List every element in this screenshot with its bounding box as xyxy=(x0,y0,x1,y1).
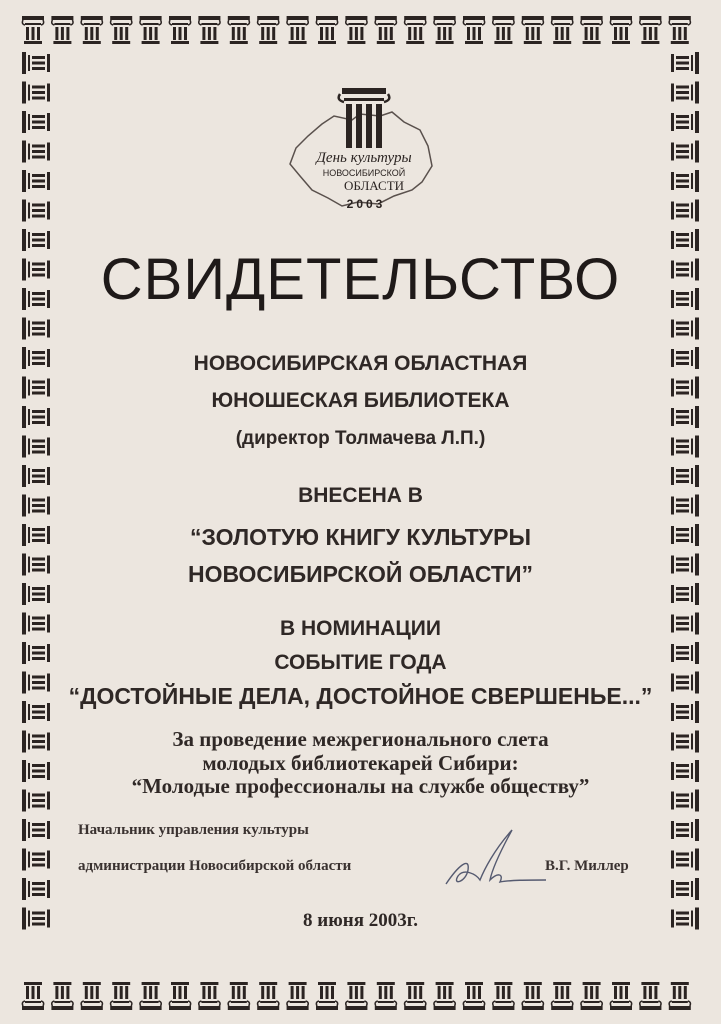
golden-book-line1: “ЗОЛОТУЮ КНИГУ КУЛЬТУРЫ xyxy=(190,524,531,550)
column-ornament-icon xyxy=(671,849,699,871)
column-ornament-icon xyxy=(22,170,50,192)
column-ornament-icon xyxy=(140,982,162,1010)
column-ornament-icon xyxy=(463,16,485,44)
reason-line1: За проведение межрегионального слета xyxy=(172,727,549,751)
column-ornament-icon xyxy=(581,982,603,1010)
column-ornament-icon xyxy=(228,16,250,44)
director-line: (директор Толмачева Л.П.) xyxy=(235,428,486,449)
column-ornament-icon xyxy=(671,52,699,74)
column-ornament-icon xyxy=(434,16,456,44)
logo-line3: ОБЛАСТИ xyxy=(343,178,405,193)
column-ornament-icon xyxy=(639,982,661,1010)
column-ornament-icon xyxy=(492,982,514,1010)
column-ornament-icon xyxy=(434,982,456,1010)
org-name-line1: НОВОСИБИРСКАЯ ОБЛАСТНАЯ xyxy=(193,352,528,375)
logo-year: 2003 xyxy=(346,197,386,211)
column-ornament-icon xyxy=(610,982,632,1010)
column-ornament-icon xyxy=(671,141,699,163)
column-ornament-icon xyxy=(669,16,691,44)
entered-label: ВНЕСЕНА В xyxy=(298,484,423,507)
column-ornament-icon xyxy=(671,318,699,340)
column-ornament-icon xyxy=(581,16,603,44)
column-ornament-icon xyxy=(22,141,50,163)
column-ornament-icon xyxy=(345,982,367,1010)
column-ornament-icon xyxy=(522,982,544,1010)
handwritten-signature xyxy=(440,826,550,896)
column-ornament-icon xyxy=(671,819,699,841)
column-ornament-icon xyxy=(551,982,573,1010)
column-ornament-icon xyxy=(639,16,661,44)
certificate-title: СВИДЕТЕЛЬСТВО xyxy=(100,247,621,312)
logo-line1: День культуры xyxy=(316,150,412,166)
column-ornament-icon xyxy=(522,16,544,44)
column-ornament-icon xyxy=(671,111,699,133)
column-ornament-icon xyxy=(404,16,426,44)
column-ornament-icon xyxy=(110,16,132,44)
column-ornament-icon xyxy=(22,16,44,44)
signatory-title-line2: администрации Новосибирской области xyxy=(78,858,352,874)
column-ornament-icon xyxy=(316,982,338,1010)
column-ornament-icon xyxy=(669,982,691,1010)
column-ornament-icon xyxy=(316,16,338,44)
signatory-title-line1: Начальник управления культуры xyxy=(78,822,309,838)
column-ornament-icon xyxy=(22,982,44,1010)
column-ornament-icon xyxy=(81,982,103,1010)
column-ornament-icon xyxy=(22,318,50,340)
column-ornament-icon xyxy=(51,16,73,44)
column-ornament-icon xyxy=(463,982,485,1010)
golden-book-line2: НОВОСИБИРСКОЙ ОБЛАСТИ” xyxy=(188,561,533,587)
column-ornament-icon xyxy=(345,16,367,44)
event-of-year: СОБЫТИЕ ГОДА xyxy=(274,651,447,674)
logo-line2: НОВОСИБИРСКОЙ xyxy=(322,168,406,178)
column-ornament-icon xyxy=(22,819,50,841)
column-ornament-icon xyxy=(22,878,50,900)
column-ornament-icon xyxy=(140,16,162,44)
column-ornament-icon xyxy=(22,82,50,104)
column-ornament-icon xyxy=(287,16,309,44)
signatory-name: В.Г. Миллер xyxy=(545,858,629,874)
column-ornament-icon xyxy=(198,982,220,1010)
culture-day-logo xyxy=(282,86,442,216)
column-ornament-icon xyxy=(257,16,279,44)
reason-line2: молодых библиотекарей Сибири: xyxy=(202,751,519,775)
column-ornament-icon xyxy=(110,982,132,1010)
column-ornament-icon xyxy=(671,200,699,222)
column-ornament-icon xyxy=(257,982,279,1010)
column-ornament-icon xyxy=(22,52,50,74)
column-ornament-icon xyxy=(671,878,699,900)
column-ornament-icon xyxy=(51,982,73,1010)
column-ornament-icon xyxy=(375,982,397,1010)
column-ornament-icon xyxy=(228,982,250,1010)
org-name-line2: ЮНОШЕСКАЯ БИБЛИОТЕКА xyxy=(211,389,510,412)
column-ornament-icon xyxy=(610,16,632,44)
column-ornament-icon xyxy=(81,16,103,44)
column-ornament-icon xyxy=(671,82,699,104)
column-ornament-icon xyxy=(22,200,50,222)
nomination-label: В НОМИНАЦИИ xyxy=(280,617,441,640)
issue-date: 8 июня 2003г. xyxy=(303,910,418,931)
column-ornament-icon xyxy=(169,16,191,44)
column-ornament-icon xyxy=(404,982,426,1010)
column-ornament-icon xyxy=(198,16,220,44)
column-ornament-icon xyxy=(287,982,309,1010)
column-ornament-icon xyxy=(671,170,699,192)
nomination-motto: “ДОСТОЙНЫЕ ДЕЛА, ДОСТОЙНОЕ СВЕРШЕНЬЕ...” xyxy=(68,683,653,709)
column-ornament-icon xyxy=(492,16,514,44)
column-ornament-icon xyxy=(551,16,573,44)
reason-line3: “Молодые профессионалы на службе обществу” xyxy=(131,774,590,798)
column-ornament-icon xyxy=(22,849,50,871)
column-ornament-icon xyxy=(169,982,191,1010)
column-ornament-icon xyxy=(375,16,397,44)
column-ornament-icon xyxy=(22,111,50,133)
